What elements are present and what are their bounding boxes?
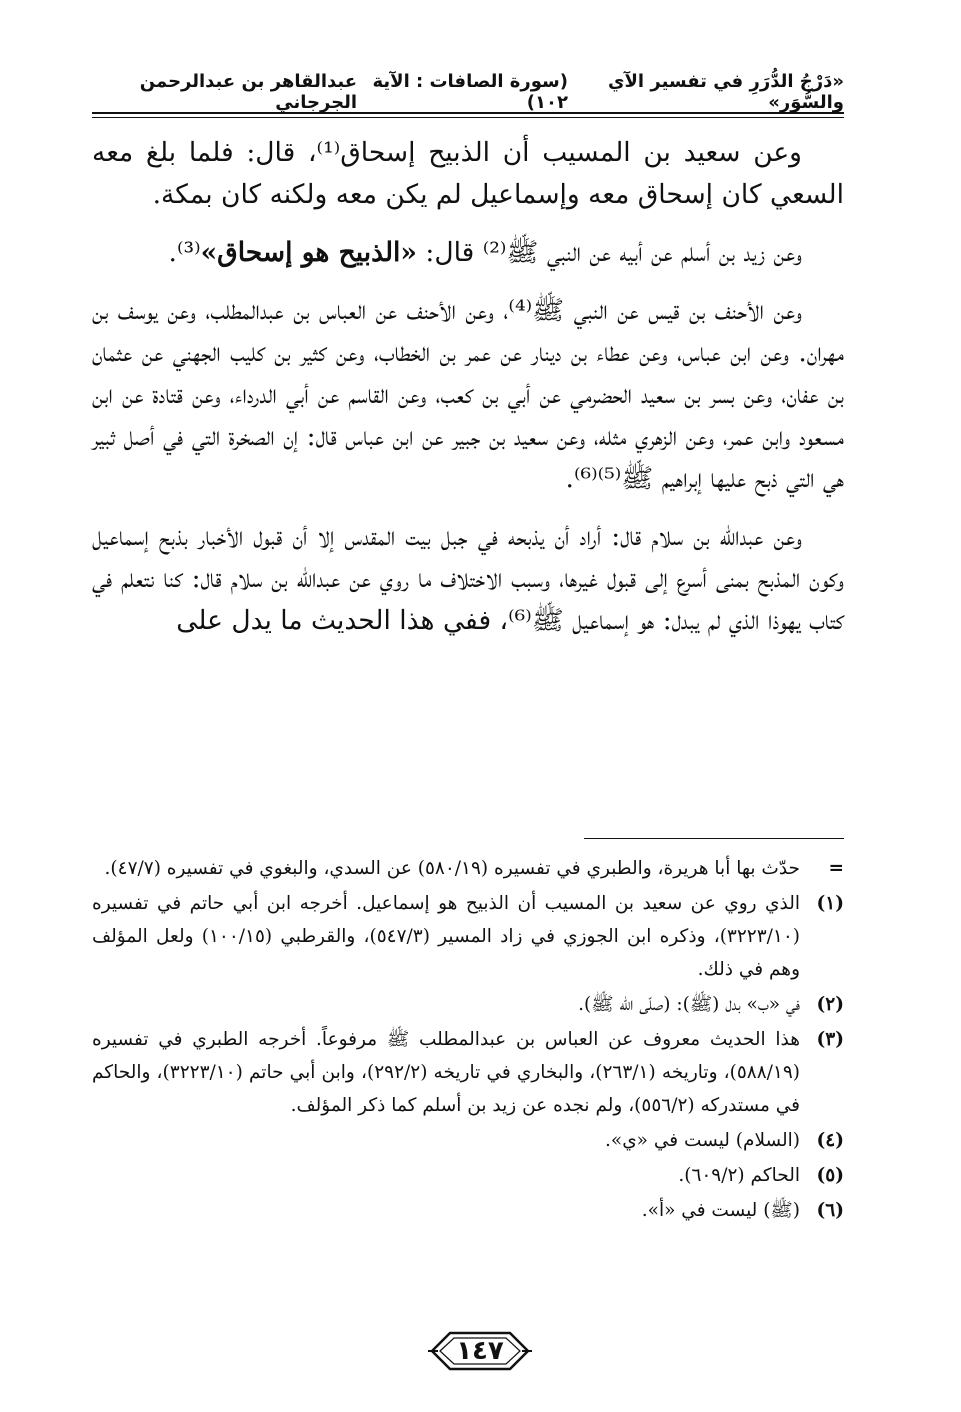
footnote-6 bbox=[92, 1194, 844, 1227]
header-book-title: «دَرْجُ الدُّرَرِ في تفسير الآي والسُّوَر» bbox=[608, 71, 844, 113]
footnote-marker: = bbox=[828, 858, 844, 879]
paragraph-1: وعن سعيد بن المسيب أن الذبيح إسحاق⁽¹⁾، قال: فلما بلغ معه السعي كان إسحاق معه وإسماعيل لم يكن معه ولكنه كان بمكة. bbox=[92, 137, 844, 210]
footnote-text: هذا الحديث معروف عن العباس بن عبدالمطلب ﷺ مرفوعاً. أخرجه الطبري في تفسيره (٥٨٨/١٩)، وتاريخه (٢٦٣/١)، والبخاري في تاريخه (٢٩٢/٢)، وابن أبي حاتم (٣٢٢٣/١٠)، والحاكم في مستدركه (٥٥٦/٢)، ولم نجده عن زيد بن أسلم كما ذكر المؤلف. bbox=[92, 1029, 801, 1116]
header-author: عبدالقاهر بن عبدالرحمن الجرجاني bbox=[139, 71, 358, 113]
paragraph-2-lead: وعن زيد بن أسلم عن أبيه عن النبي ﷺ⁽²⁾ قال: bbox=[416, 237, 802, 268]
footnote-text: الذي روي عن سعيد بن المسيب أن الذبيح هو إسماعيل. أخرجه ابن أبي حاتم في تفسيره (٣٢٢٣/١٠)، وذكره ابن الجوزي في زاد المسير (٥٤٧/٣)، والقرطبي (١٠٠/١٥) ولعل المؤلف وهم في ذلك. bbox=[92, 893, 800, 980]
page-number-ornament bbox=[428, 1327, 532, 1375]
header-surah-verse: (سورة الصافات : الآية ١٠٢) bbox=[372, 71, 568, 113]
footnote-text: الحاكم (٦٠٩/٢). bbox=[678, 1165, 800, 1186]
header-rule-thick bbox=[92, 112, 844, 114]
footnotes bbox=[92, 852, 844, 1229]
footnote-5 bbox=[92, 1159, 844, 1192]
hadith-quote: «الذبيح هو إسحاق» bbox=[200, 237, 417, 268]
footnote-2 bbox=[92, 988, 844, 1021]
main-text bbox=[92, 132, 844, 658]
footnote-marker: (٢) bbox=[816, 994, 844, 1015]
footnote-1 bbox=[92, 887, 844, 986]
footnote-marker: (٤) bbox=[816, 1130, 844, 1151]
footnote-text: حدّث بها أبا هريرة، والطبري في تفسيره (٥٨٠/١٩) عن السدي، والبغوي في تفسيره (٤٧/٧). bbox=[104, 858, 800, 879]
footnote-4 bbox=[92, 1124, 844, 1157]
footnote-3 bbox=[92, 1023, 844, 1122]
footnote-continuation bbox=[92, 852, 844, 885]
footnote-text: (ﷺ) ليست في «أ». bbox=[641, 1200, 800, 1221]
header-rule-thin bbox=[92, 117, 844, 118]
footnote-text: في «ب» بدل (ﷺ): (صلّى الله ﷺ). bbox=[578, 994, 800, 1015]
footnote-separator bbox=[584, 838, 844, 839]
footnote-text: (السلام) ليست في «ي». bbox=[605, 1130, 800, 1151]
footnote-marker: (١) bbox=[816, 893, 844, 914]
running-header bbox=[92, 71, 844, 113]
paragraph-2 bbox=[92, 232, 844, 274]
paragraph-3: وعن الأحنف بن قيس عن النبي ﷺ⁽⁴⁾، وعن الأحنف عن العباس بن عبدالمطلب، وعن يوسف بن مهران. وعن ابن عباس، وعن عطاء بن دينار عن عمر بن الخطاب، وعن كثير بن كليب الجهني عن عثمان بن عفان، وعن بسر بن سعيد الحضرمي عن أبي بن كعب، وعن القاسم عن أبي الدرداء، وعن قتادة عن ابن مسعود وابن عمر، وعن الزهري مثله، وعن سعيد بن جبير عن ابن عباس قال: إن الصخرة التي في أصل ثبير هي التي ذبح عليها إبراهيم ﷺ⁽⁵⁾⁽⁶⁾. bbox=[92, 295, 844, 494]
footnote-marker: (٣) bbox=[816, 1029, 844, 1050]
footnote-marker: (٥) bbox=[816, 1165, 844, 1186]
paragraph-4: وعن عبدالله بن سلام قال: أراد أن يذبحه في جبل بيت المقدس إلا أن قبول الأخبار بذبح إسماعيل وكون المذبح بمنى أسرع إلى قبول غيرها، وسبب الاختلاف ما روي عن عبدالله بن سلام قال: كنا نتعلم في كتاب يهوذا الذي لم يبدل: هو إسماعيل ﷺ⁽⁶⁾، ففي هذا الحديث ما يدل على bbox=[92, 521, 844, 636]
page-number: ١٤٧ bbox=[456, 1336, 504, 1366]
footnote-marker: (٦) bbox=[816, 1200, 844, 1221]
paragraph-2-tail: ⁽³⁾. bbox=[168, 237, 201, 268]
